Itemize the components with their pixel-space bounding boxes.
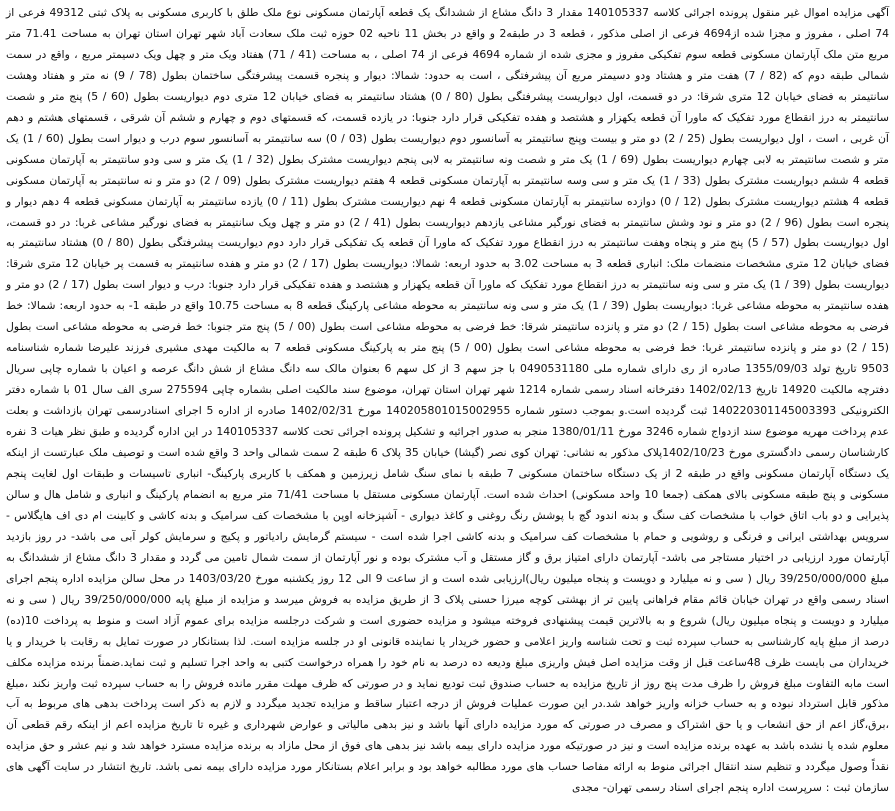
auction-notice-text: آگهی مزایده اموال غیر منقول پرونده اجرائی کلاسه 140105337 مقدار 3 دانگ مشاع از ششدانگ یک قطعه آپارتمان مسکونی نوع ملک طلق با کاربری مسکونی به پلاک ثبتی 49312 فرعی از 74 اصلی ، مفروز و مجزا شده از4694 فرعی از اصلی مذکور ، قطعه 3 در طبقه2 و واقع در بخش 11 ناحیه 02 حوزه ثبت ملک سعادت آباد شهر تهران استان تهران به مساحت 71.41 متر مربع متن ملک آپارتمان مسکونی قطعه سوم تفکیکی مفروز و مجزی شده از شماره 4694 فرعی از 74 اصلی ، به مساحت (41 / 71) هفتاد ویک متر و چهل ویک دسیمتر مربع ، واقع در سمت شمالی طبقه دوم که (82 / 7) هفت متر و هشتاد ودو دسیمتر مربع آن پیشرفتگی ، است به حدود: شمالا: دیوار و پنجره قسمت پیشرفتگی ساختمان بطول (78 / 9) نه متر و هفتاد وهشت سانتیمتر به فضای خیابان 12 متری شرقا: در دو قسمت، اول دیواریست پیشرفتگی بطول (80 / 0) هشتاد سانتیمتر به فضای خیابان 12 متری دوم دیواریست بطول (60 / 5) پنج متر و شصت سانتیمتر به درز انقطاع مورد تفکیک که ماورا آن قطعه یکهزار و هشتصد و هفده تفکیکی قرار دارد جنوبا: در یازده قسمت، که قسمتهای دوم و چهارم و ششم آن شرقی ، قسمتهای هشتم و دهم آن غربی ، است ، اول دیواریست بطول (25 / 2) دو متر و بیست وپنج سانتیمتر به آسانسور دوم دیواریست بطول (03 / 0) سه سانتیمتر به آسانسور سوم درب و دیوار است بطول (60 / 1) یک متر و شصت سانتیمتر به لابی چهارم دیواریست بطول (69 / 1) یک متر و شصت ونه سانتیمتر به لابی پنجم دیواریست مشترک بطول (32 / 1) یک متر و سی ودو سانتیمتر به آپارتمان مسکونی قطعه 4 ششم دیواریست مشترک بطول (33 / 1) یک متر و سی وسه سانتیمتر به آپارتمان مسکونی قطعه 4 هفتم دیواریست مشترک بطول (09 / 2) دو متر و نه سانتیمتر به آپارتمان مسکونی قطعه 4 هشتم دیواریست مشترک بطول (12 / 0) دوازده سانتیمتر به آپارتمان مسکونی قطعه 4 نهم دیواریست مشترک بطول (11 / 0) یازده سانتیمتر به آپارتمان مسکونی قطعه 4 دهم دیوار و پنجره است بطول (96 / 2) دو متر و نود وشش سانتیمتر به فضای نورگیر مشاعی یازدهم دیواریست بطول (41 / 2) دو متر و چهل ویک سانتیمتر به فضای نورگیر مشاعی غربا: در دو قسمت، اول دیواریست بطول (57 / 5) پنج متر و پنجاه وهفت سانتیمتر به درز انقطاع مورد تفکیک که ماورا آن قطعه یک تفکیکی قرار دارد دوم دیواریست پیشرفتگی بطول (80 / 0) هشتاد سانتیمتر به فضای خیابان 12 متری مشخصات منضمات ملک: انباری قطعه 3 به مساحت 3.02 به حدود اربعه: شمالا: دیواریست بطول (17 / 2) دو متر و هفده سانتیمتر به قسمت پر خیابان 12 متری شرقا: دیواریست بطول (39 / 1) یک متر و سی ونه سانتیمتر به درز انقطاع مورد تفکیک که ماورا آن قطعه یکهزار و هشتصد و هفده تفکیکی قرار دارد جنوبا: درب و دیوار است بطول (17 / 2) دو متر و هفده سانتیمتر به محوطه مشاعی غربا: دیواریست بطول (39 / 1) یک متر و سی ونه سانتیمتر به محوطه مشاعی پارکینگ قطعه 8 به مساحت 10.75 واقع در طبقه 1- به حدود اربعه: شمالا: خط فرضی به محوطه مشاعی است بطول (15 / 2) دو متر و پانزده سانتیمتر شرقا: خط فرضی به محوطه مشاعی است بطول (00 / 5) پنج متر جنوبا: خط فرضی به محوطه مشاعی است بطول (15 / 2) دو متر و پانزده سانتیمتر غربا: خط فرضی به محوطه مشاعی است بطول (00 / 5) پنج متر به پارکینگ مسکونی قطعه 7 به مالکیت مهدی مشیری فرزند علیرضا شماره شناسنامه 9503 تاریخ تولد 1355/09/03 صادره از ری دارای شماره ملی 0490531180 با جز سهم 3 از کل سهم 6 بعنوان مالک سه دانگ مشاع از شش دانگ عرصه و اعیان با شماره چاپی سریال دفترچه مالکیت 14920 تاریخ 1402/02/13 دفترخانه اسناد رسمی شماره 1214 شهر تهران استان تهران، موضوع سند مالکیت اصلی بشماره چاپی 275594 سری الف سال 01 با شماره دفتر الکترونیکی 140220301145003393 ثبت گردیده است.و بموجب دستور شماره 140205801015002955 مورخ 1402/02/31 صادره از اداره 5 اجرای اسنادرسمی تهران بازداشت و بعلت عدم پرداخت مهریه موضوع سند ازدواج شماره 3246 مورخ 1380/01/11 منجر به صدور اجرائیه و تشکیل پرونده اجرائی تحت کلاسه 140105337 در این اداره گردیده و طبق نظر هیات 3 نفره کارشناسان رسمی دادگستری مورخ 1402/10/23پلاک مذکور به نشانی: تهران کوی نصر (گیشا) خیابان 35 پلاک 6 طبقه 2 سمت شمالی واحد 3 واقع شده است و توصیف ملک عبارتست از اینکه یک دستگاه آپارتمان مسکونی واقع در طبقه 2 از یک دستگاه ساختمان مسکونی 7 طبقه با نمای سنگ شامل زیرزمین و همکف با کاربری پارکینگ- انباری تاسیسات و طبقات اول لغایت پنجم مسکونی و پنج طبقه مسکونی بالای همکف (جمعا 10 واحد مسکونی) احداث شده است. آپارتمان مسکونی مستقل با مساحت 71/41 متر مربع به انضمام پارکینگ و انباری و شامل هال و سالن پذیرایی و دو باب اتاق خواب با مشخصات کف سنگ و بدنه اندود گچ با پوشش رنگ روغنی و کاغذ دیواری - آشپزخانه اوپن با مشخصات کف سرامیک و بدنه کاشی و کابینت ام دی اف هایگلاس - سرویس بهداشتی ایرانی و فرنگی و روشویی و حمام با مشخصات کف سرامیک و بدنه کاشی اجرا شده است - سیستم گرمایش رادیاتور و پکیج و سرمایش کولر آبی می باشد- در روز بازدید آپارتمان مورد ارزیابی در اختیار مستاجر می باشد- آپارتمان دارای امتیاز برق و گاز مستقل و آب مشترک بوده و نور آپارتمان از سمت شمال تامین می گردد و مقدار 3 دانگ مشاع از ششدانگ به مبلغ 39/250/000/000 ریال ( سی و نه میلیارد و دویست و پنجاه میلیون ریال)ارزیابی شده است و از ساعت 9 الی 12 روز یکشنبه مورخ 1403/03/20 در محل سالن مزایده اداره پنجم اجرای اسناد رسمی واقع در تهران خیابان قائم مقام فراهانی پایین تر از بهشتی کوچه میرزا حسنی پلاک 3 از طریق مزایده به فروش میرسد و مزایده از مبلغ پایه 39/250/000/000 ریال ( سی و نه میلیارد و دویست و پنجاه میلیون ریال) شروع و به بالاترین قیمت پیشنهادی فروخته میشود و مزایده حضوری است و شرکت درجلسه مزایده برای عموم آزاد است و منوط به پرداخت 10(ده) درصد از مبلغ پایه کارشناسی به حساب سپرده ثبت و تحت شناسه واریز اعلامی و حضور خریدار یا نماینده قانونی او در جلسه مزایده است. لذا بستانکار در صورت تمایل به رقابت با خریدار و یا خریداران می بایست ظرف 48ساعت قبل از وقت مزایده اصل فیش واریزی مبلغ ودیعه ده درصد به نام خود را همراه درخواست کتبی به واحد اجرا تسلیم و ثبت نماید.ضمناً برنده مزایده مکلف است مابه التفاوت مبلغ فروش را ظرف مدت پنج روز از تاریخ مزایده به حساب صندوق ثبت تودیع نماید و در صورتی که ظرف مهلت مقرر مانده فروش را به حساب سپرده ثبت واریز نکند ،مبلغ مذکور قابل استرداد نبوده و به حساب خزانه واریز خواهد شد.در این صورت عملیات فروش از درجه اعتبار ساقط و مزایده تجدید میگردد و لازم به ذکر است پرداخت بدهی های مربوط به آب ،برق،گاز اعم از حق انشعاب و یا حق اشتراک و مصرف در صورتی که مورد مزایده دارای آنها باشد و نیز بدهی مالیاتی و عوارض شهرداری و غیره تا تاریخ مزایده اعم از اینکه رقم قطعی آن معلوم شده یا نشده باشد به عهده برنده مزایده است و نیز در صورتیکه مورد مزایده دارای بیمه باشد نیز بدهی های فوق از محل مازاد به برنده مزایده مسترد خواهد شد و نیم عشر و حق مزایده نقداً وصول میگردد و تنظیم سند انتقال اجرائی منوط به ارائه مفاصا حساب های مورد مطالبه خواهد بود و برابر اعلام بستانکار مورد مزایده دارای بیمه نمی باشد. تاریخ انتشار در سایت آگهی های سازمان ثبت : سرپرست اداره پنجم اجرای اسناد رسمی تهران- مجدی [6, 6, 890, 795]
